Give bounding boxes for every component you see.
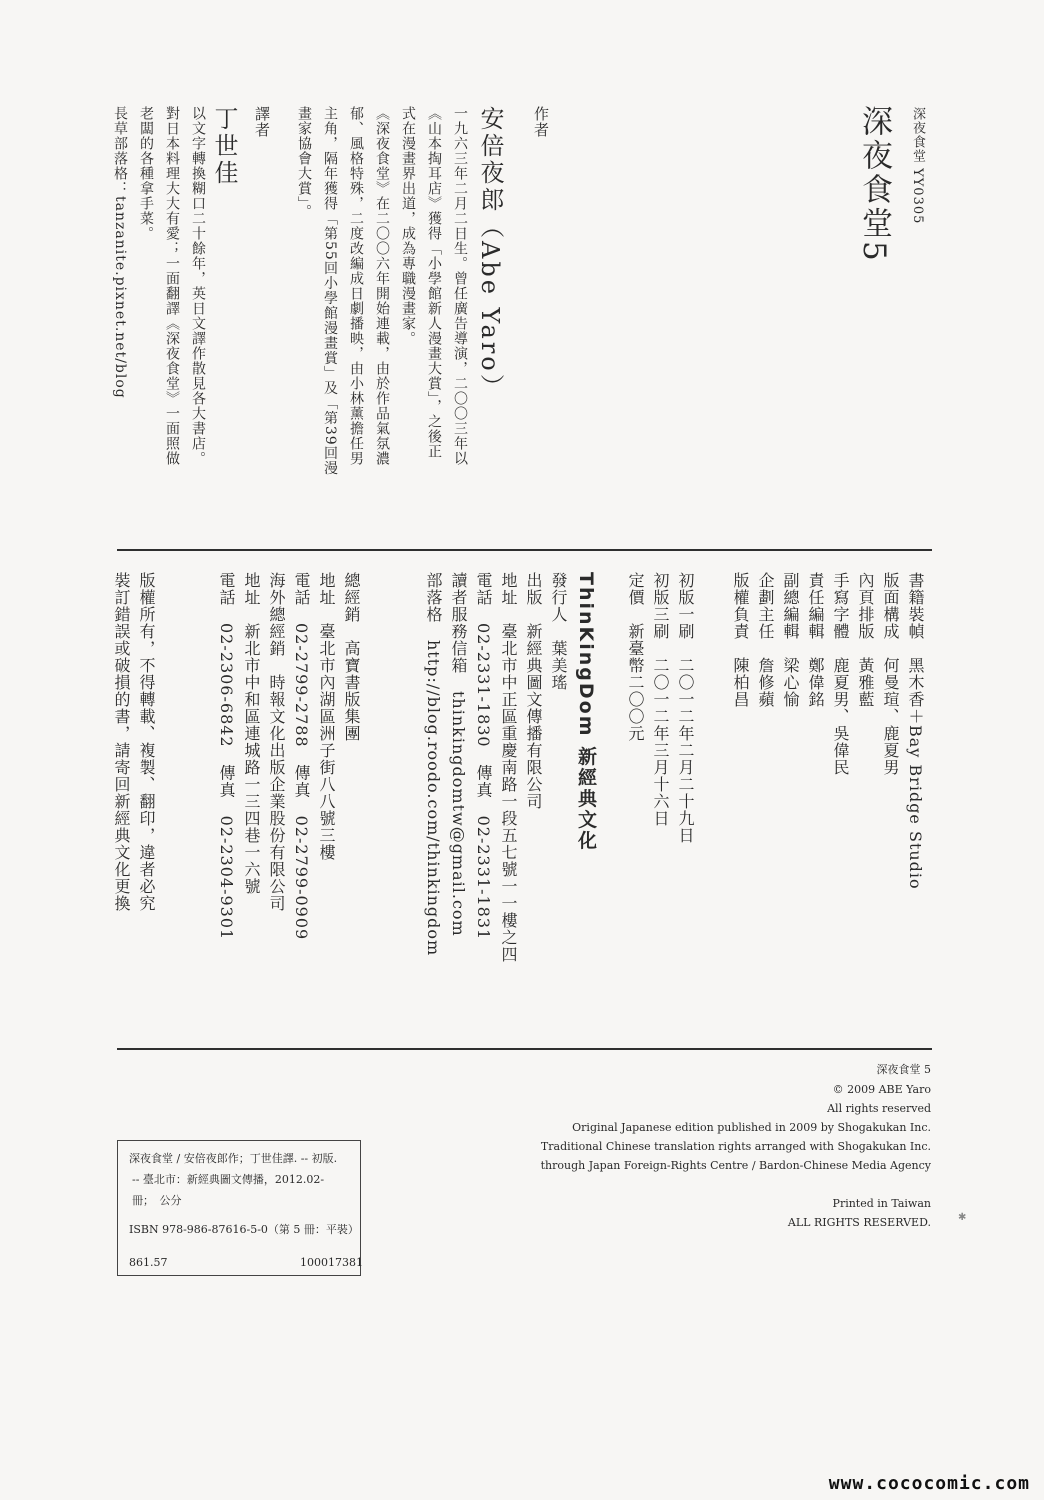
credit-line: 副總編輯 梁心愉 bbox=[781, 572, 800, 708]
divider-lower bbox=[117, 1048, 932, 1050]
distributor-line: 總經銷 高寶書版集團 bbox=[342, 572, 361, 742]
publisher-line: 電話 02-2331-1830 傳真 02-2331-1831 bbox=[474, 572, 493, 941]
credit-line: 版權負責 陳柏昌 bbox=[731, 572, 750, 708]
copyright-translation: Traditional Chinese translation rights arranged with Shogakukan Inc. bbox=[540, 1140, 931, 1153]
credit-line: 書籍裝幀 黑木香＋Bay Bridge Studio bbox=[906, 572, 925, 890]
edition-line: 初版一刷 二〇一二年二月二十九日 bbox=[676, 572, 695, 844]
copyright-title: 深夜食堂 5 bbox=[876, 1063, 931, 1076]
author-bio-line: 郁、風格特殊，二度改編成日劇播映，由小林薰擔任男 bbox=[348, 106, 364, 466]
author-heading: 作者 bbox=[532, 106, 550, 138]
cip-record-box bbox=[117, 1140, 361, 1276]
translator-bio-line: 對日本料理大大有愛；一面翻譯《深夜食堂》一面照做 bbox=[164, 106, 180, 466]
copyright-original: Original Japanese edition published in 2009 by Shogakukan Inc. bbox=[572, 1121, 931, 1134]
author-bio-line: 一九六三年二月二日生。曾任廣告導演，二〇〇三年以 bbox=[452, 106, 468, 466]
distributor-line: 電話 02-2306-6842 傳真 02-2304-9301 bbox=[217, 572, 236, 941]
price-line: 定價 新臺幣二〇〇元 bbox=[626, 572, 645, 742]
publisher-line: 發行人 葉美瑤 bbox=[549, 572, 568, 691]
cip-isbn: ISBN 978-986-87616-5-0（第 5 冊：平裝） bbox=[129, 1223, 359, 1236]
notice-line: 版權所有，不得轉載、複製、翻印，違者必究 bbox=[137, 572, 156, 912]
cip-class-number: 861.57 bbox=[129, 1256, 168, 1269]
publisher-line: 出版 新經典圖文傳播有限公司 bbox=[524, 572, 543, 810]
credit-line: 手寫字體 鹿夏男、吳偉民 bbox=[831, 572, 850, 776]
credit-line: 責任編輯 鄭偉銘 bbox=[806, 572, 825, 708]
author-bio-line: 主角，隔年獲得「第55回小學館漫畫賞」及「第39回漫 bbox=[322, 106, 338, 476]
publisher-line: 地址 臺北市中正區重慶南路一段五七號一一樓之四 bbox=[499, 572, 518, 963]
book-title: 深夜食堂5 bbox=[856, 105, 892, 264]
distributor-line: 海外總經銷 時報文化出版企業股份有限公司 bbox=[267, 572, 286, 912]
author-bio-line: 《山本掏耳店》獲得「小學館新人漫畫大賞」，之後正 bbox=[426, 106, 442, 459]
divider-upper bbox=[117, 549, 932, 551]
author-bio-line: 式在漫畫界出道，成為專職漫畫家。 bbox=[400, 106, 416, 346]
watermark: www.cococomic.com bbox=[828, 1473, 1030, 1494]
publisher-line: 部落格 http://blog.roodo.com/thinkingdom bbox=[424, 572, 443, 957]
publisher-line: 讀者服務信箱 thinkingdomtw@gmail.com bbox=[449, 572, 468, 937]
credit-line: 內頁排版 黃雅藍 bbox=[856, 572, 875, 708]
distributor-line: 電話 02-2799-2788 傳真 02-2799-0909 bbox=[292, 572, 311, 941]
distributor-line: 地址 臺北市內湖區洲子街八八號三樓 bbox=[317, 572, 336, 861]
translator-name: 丁世佳 bbox=[210, 106, 238, 187]
translator-bio-line: 以文字轉換糊口二十餘年，英日文譯作散見各大書店。 bbox=[190, 106, 206, 466]
translator-heading: 譯者 bbox=[253, 106, 271, 138]
credit-line: 版面構成 何曼瑄、鹿夏男 bbox=[881, 572, 900, 776]
cip-line: -- 臺北市：新經典圖文傳播，2012.02- bbox=[132, 1173, 325, 1186]
cip-line: 深夜食堂 / 安倍夜郎作；丁世佳譯. -- 初版. bbox=[129, 1152, 338, 1165]
author-bio-line: 畫家協會大賞」。 bbox=[296, 106, 312, 219]
translator-bio-line: 老闆的各種拿手菜。 bbox=[138, 106, 154, 241]
author-bio-line: 《深夜食堂》在二〇〇六年開始連載，由於作品氣氛濃 bbox=[374, 106, 390, 466]
printed-in: Printed in Taiwan bbox=[832, 1197, 931, 1210]
cip-record-number: 100017381 bbox=[300, 1256, 363, 1269]
copyright-year: © 2009 ABE Yaro bbox=[832, 1083, 931, 1096]
distributor-line: 地址 新北市中和區連城路一三四巷一六號 bbox=[242, 572, 261, 895]
copyright-agency: through Japan Foreign-Rights Centre / Bardon-Chinese Media Agency bbox=[540, 1159, 931, 1172]
translator-bio-line: 長草部落格：tanzanite.pixnet.net/blog bbox=[112, 106, 128, 399]
publisher-logo: ThinKingDom 新經典文化 bbox=[575, 572, 597, 852]
series-code: 深夜食堂 YY0305 bbox=[910, 107, 925, 225]
asterisk-mark: ✱ bbox=[958, 1212, 967, 1223]
author-name: 安倍夜郎（Abe Yaro） bbox=[476, 106, 504, 401]
cip-line: 冊； 公分 bbox=[132, 1194, 182, 1207]
all-rights-reserved: ALL RIGHTS RESERVED. bbox=[787, 1216, 931, 1229]
edition-line: 初版三刷 二〇一二年三月十六日 bbox=[651, 572, 670, 827]
copyright-rights: All rights reserved bbox=[827, 1102, 931, 1115]
notice-line: 裝訂錯誤或破損的書，請寄回新經典文化更換 bbox=[112, 572, 131, 912]
credit-line: 企劃主任 詹修蘋 bbox=[756, 572, 775, 708]
